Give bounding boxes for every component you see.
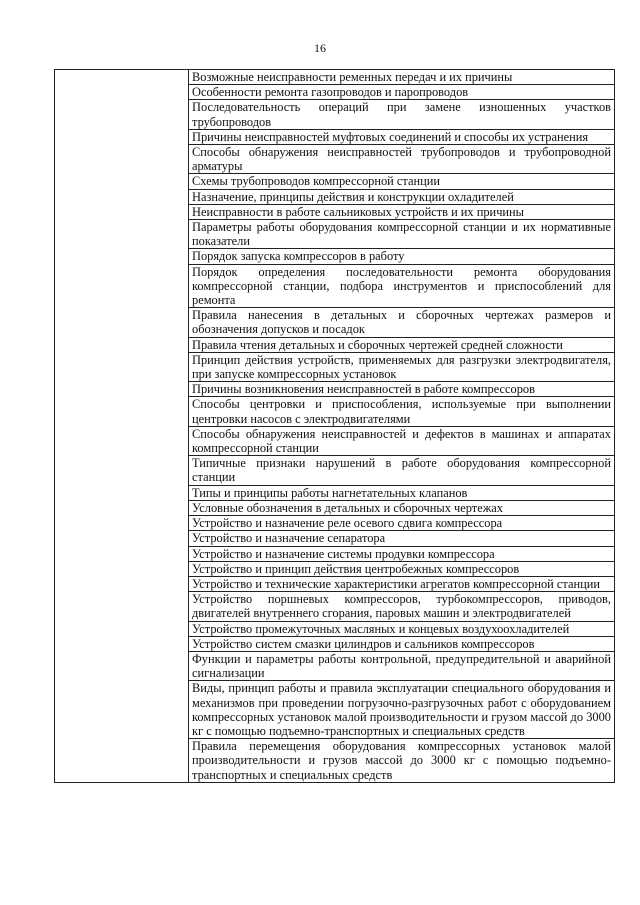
requirement-item: Последовательность операций при замене изношенных участков трубопроводов: [189, 100, 615, 129]
requirement-item: Устройство систем смазки цилиндров и сальников компрессоров: [189, 636, 615, 651]
requirement-item: Порядок запуска компрессоров в работу: [189, 249, 615, 264]
requirement-item: Устройство и назначение системы продувки компрессора: [189, 546, 615, 561]
requirement-item: Устройство промежуточных масляных и концевых воздухоохладителей: [189, 621, 615, 636]
requirement-item: Способы центровки и приспособления, используемые при выполнении центровки насосов с электродвигателями: [189, 397, 615, 426]
requirement-item: Возможные неисправности ременных передач и их причины: [189, 70, 615, 85]
requirement-item: Порядок определения последовательности ремонта оборудования компрессорной станции, подбора инструментов и приспособлений для ремонта: [189, 264, 615, 308]
knowledge-requirements-table: [54, 69, 615, 783]
requirement-item: Типичные признаки нарушений в работе оборудования компрессорной станции: [189, 456, 615, 485]
requirement-item: Устройство и принцип действия центробежных компрессоров: [189, 561, 615, 576]
requirement-item: Способы обнаружения неисправностей и дефектов в машинах и аппаратах компрессорной станции: [189, 426, 615, 455]
requirement-item: Устройство и назначение сепаратора: [189, 531, 615, 546]
requirement-item: Схемы трубопроводов компрессорной станции: [189, 174, 615, 189]
requirement-item: Устройство и назначение реле осевого сдвига компрессора: [189, 516, 615, 531]
requirement-item: Правила перемещения оборудования компрессорных установок малой производительности и грузов массой до 3000 кг с помощью подъемно-транспортных и специальных средств: [189, 739, 615, 783]
requirement-item: Назначение, принципы действия и конструкции охладителей: [189, 189, 615, 204]
requirement-item: Правила нанесения в детальных и сборочных чертежах размеров и обозначения допусков и посадок: [189, 308, 615, 337]
requirement-item: Функции и параметры работы контрольной, предупредительной и аварийной сигнализации: [189, 651, 615, 680]
table-row: [55, 70, 615, 85]
requirement-item: Правила чтения детальных и сборочных чертежей средней сложности: [189, 337, 615, 352]
requirement-item: Параметры работы оборудования компрессорной станции и их нормативные показатели: [189, 220, 615, 249]
requirement-item: Способы обнаружения неисправностей трубопроводов и трубопроводной арматуры: [189, 145, 615, 174]
page-number: 16: [314, 41, 326, 55]
requirement-item: Устройство поршневых компрессоров, турбокомпрессоров, приводов, двигателей внутреннего сгорания, паровых машин и электродвигателей: [189, 592, 615, 621]
table-body: [55, 70, 615, 783]
requirement-item: Типы и принципы работы нагнетательных клапанов: [189, 485, 615, 500]
requirement-item: Устройство и технические характеристики агрегатов компрессорной станции: [189, 576, 615, 591]
requirement-item: Принцип действия устройств, применяемых для разгрузки электродвигателя, при запуске компрессорных установок: [189, 352, 615, 381]
requirement-item: Особенности ремонта газопроводов и паропроводов: [189, 85, 615, 100]
requirement-item: Причины возникновения неисправностей в работе компрессоров: [189, 382, 615, 397]
left-column-cell: [55, 70, 189, 783]
requirement-item: Причины неисправностей муфтовых соединений и способы их устранения: [189, 129, 615, 144]
requirement-item: Виды, принцип работы и правила эксплуатации специального оборудования и механизмов при проведении погрузочно-разгрузочных работ с оборудованием компрессорных установок малой производительности и грузом массой до 3000 кг с помощью подъемно-транспортных и специальных средств: [189, 681, 615, 739]
requirement-item: Условные обозначения в детальных и сборочных чертежах: [189, 500, 615, 515]
requirement-item: Неисправности в работе сальниковых устройств и их причины: [189, 204, 615, 219]
